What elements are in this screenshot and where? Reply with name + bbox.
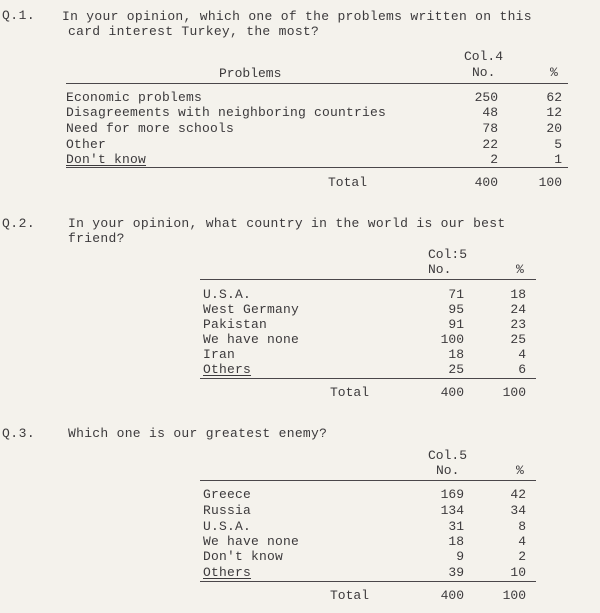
q1-total-percent: 100 xyxy=(538,175,562,190)
q2-total-count: 400 xyxy=(440,385,464,400)
q3-percent-header: % xyxy=(516,463,524,478)
q3-total-label: Total xyxy=(330,588,370,603)
q2-header-rule xyxy=(200,279,536,280)
q2-total-percent: 100 xyxy=(502,385,526,400)
row-percent: 2 xyxy=(518,549,526,564)
q1-total-rule xyxy=(66,167,568,168)
row-percent: 6 xyxy=(518,362,526,377)
row-count: 91 xyxy=(448,317,464,332)
row-label: Russia xyxy=(203,503,252,518)
q1-no-header: No. xyxy=(472,65,496,80)
q2-column-label: Col:5 xyxy=(428,247,468,262)
q1-header-rule xyxy=(66,83,568,84)
row-percent: 25 xyxy=(510,332,526,347)
q3-question-line1: Which one is our greatest enemy? xyxy=(68,426,328,441)
row-label: Disagreements with neighboring countries xyxy=(66,105,387,120)
row-count: 2 xyxy=(490,152,498,167)
row-count: 25 xyxy=(448,362,464,377)
q1-column-label: Col.4 xyxy=(464,49,504,64)
row-label: Economic problems xyxy=(66,90,203,105)
row-label: Others xyxy=(203,565,252,580)
q3-number: Q.3. xyxy=(2,426,36,441)
row-label: U.S.A. xyxy=(203,287,252,302)
row-label: Other xyxy=(66,137,107,152)
q2-total-label: Total xyxy=(330,385,370,400)
row-label: Iran xyxy=(203,347,236,362)
row-percent: 18 xyxy=(510,287,526,302)
q2-no-header: No. xyxy=(428,262,452,277)
row-percent: 42 xyxy=(510,487,526,502)
row-count: 39 xyxy=(448,565,464,580)
row-label: Need for more schools xyxy=(66,121,235,136)
row-label: Others xyxy=(203,362,252,377)
row-label: West Germany xyxy=(203,302,300,317)
q1-total-label: Total xyxy=(328,175,368,190)
q1-number: Q.1. xyxy=(2,8,36,23)
row-count: 169 xyxy=(440,487,464,502)
row-percent: 8 xyxy=(518,519,526,534)
row-percent: 1 xyxy=(554,152,562,167)
row-percent: 10 xyxy=(510,565,526,580)
q3-total-count: 400 xyxy=(440,588,464,603)
row-percent: 34 xyxy=(510,503,526,518)
q2-question-line1: In your opinion, what country in the world is our best xyxy=(68,216,506,231)
q3-column-label: Col.5 xyxy=(428,448,468,463)
q3-no-header: No. xyxy=(436,463,460,478)
row-count: 31 xyxy=(448,519,464,534)
q3-total-percent: 100 xyxy=(502,588,526,603)
q3-header-rule xyxy=(200,480,536,481)
q2-total-rule xyxy=(200,378,536,379)
row-percent: 24 xyxy=(510,302,526,317)
row-count: 250 xyxy=(474,90,498,105)
q3-total-rule xyxy=(200,581,536,582)
q2-percent-header: % xyxy=(516,262,524,277)
row-label: We have none xyxy=(203,534,300,549)
row-count: 95 xyxy=(448,302,464,317)
q1-total-count: 400 xyxy=(474,175,498,190)
row-label: Don't know xyxy=(203,549,284,564)
row-percent: 23 xyxy=(510,317,526,332)
row-count: 18 xyxy=(448,534,464,549)
q1-question-line2: card interest Turkey, the most? xyxy=(68,24,320,39)
row-label: Pakistan xyxy=(203,317,268,332)
row-count: 22 xyxy=(482,137,498,152)
row-count: 134 xyxy=(440,503,464,518)
row-percent: 62 xyxy=(546,90,562,105)
row-count: 48 xyxy=(482,105,498,120)
q1-problems-header: Problems xyxy=(219,66,282,81)
row-count: 18 xyxy=(448,347,464,362)
row-count: 78 xyxy=(482,121,498,136)
row-percent: 4 xyxy=(518,347,526,362)
row-count: 9 xyxy=(456,549,464,564)
row-label: We have none xyxy=(203,332,300,347)
row-label: U.S.A. xyxy=(203,519,252,534)
row-percent: 5 xyxy=(554,137,562,152)
row-label: Don't know xyxy=(66,152,147,167)
q1-percent-header: % xyxy=(550,65,558,80)
q2-question-line2: friend? xyxy=(68,231,125,246)
row-label: Greece xyxy=(203,487,252,502)
row-percent: 4 xyxy=(518,534,526,549)
row-percent: 20 xyxy=(546,121,562,136)
row-count: 100 xyxy=(440,332,464,347)
row-percent: 12 xyxy=(546,105,562,120)
q1-question-line1: In your opinion, which one of the problems written on this xyxy=(62,9,532,24)
row-count: 71 xyxy=(448,287,464,302)
q2-number: Q.2. xyxy=(2,216,36,231)
